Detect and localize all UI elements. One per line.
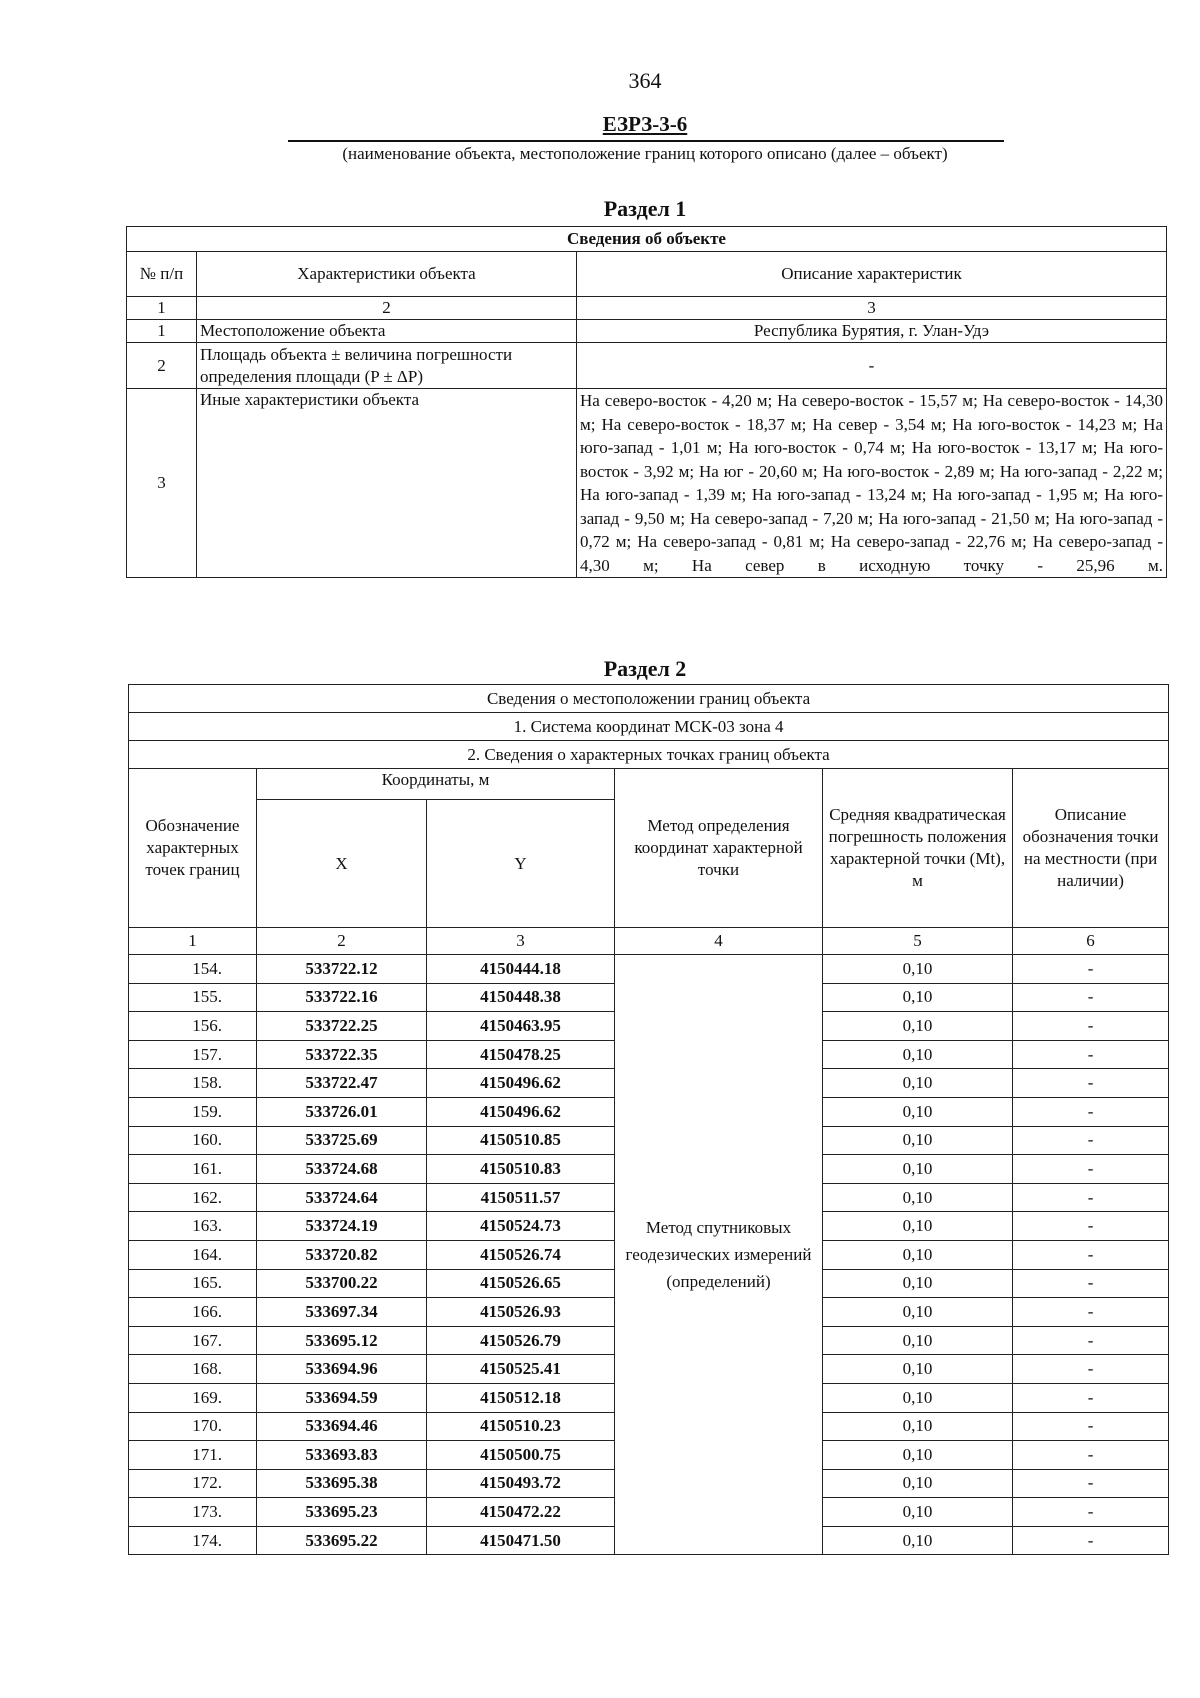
object-info-table [126,226,1167,578]
point-description: - [1013,1326,1169,1355]
point-y: 4150511.57 [427,1183,615,1212]
info-line: 1. Система координат МСК-03 зона 4 [129,713,1169,741]
point-description: - [1013,1040,1169,1069]
object-info-table-title: Сведения об объекте [127,227,1167,252]
point-description: - [1013,955,1169,984]
header-coords: Координаты, м [257,769,615,800]
point-error: 0,10 [823,1240,1013,1269]
header-point: Обозначение характерных точек границ [129,769,257,928]
point-error: 0,10 [823,955,1013,984]
point-id: 166. [129,1298,257,1327]
point-x: 533695.23 [257,1498,427,1527]
header-description: Описание характеристик [577,252,1167,297]
point-error: 0,10 [823,1383,1013,1412]
point-x: 533722.25 [257,1012,427,1041]
col-number: 2 [257,928,427,955]
col-number: 1 [127,297,197,320]
point-description: - [1013,1012,1169,1041]
point-x: 533724.64 [257,1183,427,1212]
point-y: 4150478.25 [427,1040,615,1069]
point-y: 4150510.23 [427,1412,615,1441]
point-x: 533694.46 [257,1412,427,1441]
point-description: - [1013,983,1169,1012]
points-body [129,955,1169,1555]
point-x: 533724.68 [257,1155,427,1184]
characteristic-value: Республика Бурятия, г. Улан-Удэ [577,320,1167,343]
point-x: 533697.34 [257,1298,427,1327]
point-description: - [1013,1126,1169,1155]
point-error: 0,10 [823,1097,1013,1126]
col-number: 1 [129,928,257,955]
point-y: 4150471.50 [427,1526,615,1555]
point-description: - [1013,1498,1169,1527]
point-x: 533693.83 [257,1441,427,1470]
point-description: - [1013,1355,1169,1384]
point-error: 0,10 [823,1212,1013,1241]
point-error: 0,10 [823,1069,1013,1098]
header-y: Y [427,800,615,928]
point-id: 168. [129,1355,257,1384]
page-number: 364 [628,68,662,93]
point-id: 172. [129,1469,257,1498]
point-description: - [1013,1298,1169,1327]
point-x: 533694.59 [257,1383,427,1412]
point-description: - [1013,1412,1169,1441]
point-y: 4150448.38 [427,983,615,1012]
point-description: - [1013,1526,1169,1555]
characteristic-name: Иные характеристики объекта [197,389,577,578]
section1-title: Раздел 1 [603,196,687,221]
row-number: 3 [127,389,197,578]
point-x: 533722.12 [257,955,427,984]
boundary-points-table [128,684,1169,1555]
point-id: 161. [129,1155,257,1184]
point-error: 0,10 [823,983,1013,1012]
point-x: 533694.96 [257,1355,427,1384]
point-id: 173. [129,1498,257,1527]
characteristic-name: Площадь объекта ± величина погрешности определения площади (P ± ΔP) [197,343,577,389]
row-number: 2 [127,343,197,389]
point-error: 0,10 [823,1441,1013,1470]
point-x: 533726.01 [257,1097,427,1126]
point-error: 0,10 [823,1526,1013,1555]
point-id: 171. [129,1441,257,1470]
point-id: 158. [129,1069,257,1098]
point-y: 4150526.74 [427,1240,615,1269]
point-error: 0,10 [823,1183,1013,1212]
col-number: 6 [1013,928,1169,955]
point-y: 4150496.62 [427,1097,615,1126]
point-error: 0,10 [823,1412,1013,1441]
header-method: Метод определения координат характерной точки [615,769,823,928]
point-id: 154. [129,955,257,984]
point-id: 156. [129,1012,257,1041]
characteristic-name: Местоположение объекта [197,320,577,343]
point-error: 0,10 [823,1155,1013,1184]
point-id: 169. [129,1383,257,1412]
point-y: 4150463.95 [427,1012,615,1041]
object-caption: (наименование объекта, местоположение границ которого описано (далее – объект) [342,144,948,163]
point-error: 0,10 [823,1126,1013,1155]
point-x: 533720.82 [257,1240,427,1269]
point-description: - [1013,1383,1169,1412]
point-y: 4150526.65 [427,1269,615,1298]
header-index: № п/п [127,252,197,297]
point-description: - [1013,1240,1169,1269]
header-description: Описание обозначения точки на местности (при наличии) [1013,769,1169,928]
point-y: 4150510.85 [427,1126,615,1155]
point-error: 0,10 [823,1469,1013,1498]
col-number: 4 [615,928,823,955]
point-id: 167. [129,1326,257,1355]
point-x: 533724.19 [257,1212,427,1241]
characteristic-value: На северо-восток - 4,20 м; На северо-восток - 15,57 м; На северо-восток - 14,30 м; На северо-восток - 18,37 м; На север - 3,54 м; На юго-восток - 14,23 м; На юго-запад - 1,01 м; На юго-восток - 0,74 м; На юго-восток - 13,17 м; На юго-восток - 3,92 м; На юг - 20,60 м; На юго-восток - 2,89 м; На юго-запад - 2,22 м; На юго-запад - 1,39 м; На юго-запад - 13,24 м; На юго-запад - 1,95 м; На юго-запад - 9,50 м; На северо-запад - 7,20 м; На юго-запад - 21,50 м; На юго-запад - 0,72 м; На северо-запад - 0,81 м; На северо-запад - 22,76 м; На северо-запад - 4,30 м; На север в исходную точку - 25,96 м. [577,389,1167,578]
col-number: 2 [197,297,577,320]
object-name-rule [288,140,1004,142]
point-x: 533722.35 [257,1040,427,1069]
point-x: 533700.22 [257,1269,427,1298]
info-line: Сведения о местоположении границ объекта [129,685,1169,713]
point-y: 4150472.22 [427,1498,615,1527]
point-description: - [1013,1069,1169,1098]
point-id: 162. [129,1183,257,1212]
point-x: 533695.12 [257,1326,427,1355]
point-description: - [1013,1269,1169,1298]
point-error: 0,10 [823,1498,1013,1527]
point-error: 0,10 [823,1040,1013,1069]
point-error: 0,10 [823,1298,1013,1327]
point-y: 4150493.72 [427,1469,615,1498]
point-description: - [1013,1469,1169,1498]
point-id: 165. [129,1269,257,1298]
object-name: ЕЗРЗ-3-6 [602,112,688,136]
point-x: 533725.69 [257,1126,427,1155]
point-x: 533695.38 [257,1469,427,1498]
col-number: 3 [577,297,1167,320]
col-number: 5 [823,928,1013,955]
point-id: 163. [129,1212,257,1241]
point-id: 174. [129,1526,257,1555]
point-y: 4150526.93 [427,1298,615,1327]
col-number: 3 [427,928,615,955]
point-id: 157. [129,1040,257,1069]
point-y: 4150500.75 [427,1441,615,1470]
header-characteristic: Характеристики объекта [197,252,577,297]
point-id: 159. [129,1097,257,1126]
point-x: 533722.47 [257,1069,427,1098]
point-x: 533695.22 [257,1526,427,1555]
point-description: - [1013,1212,1169,1241]
method-value: Метод спутниковых геодезических измерений (определений) [615,955,823,1555]
point-error: 0,10 [823,1012,1013,1041]
point-y: 4150510.83 [427,1155,615,1184]
point-id: 155. [129,983,257,1012]
point-description: - [1013,1183,1169,1212]
section2-title: Раздел 2 [603,656,687,681]
point-id: 164. [129,1240,257,1269]
point-y: 4150512.18 [427,1383,615,1412]
point-y: 4150444.18 [427,955,615,984]
characteristic-value: - [577,343,1167,389]
point-error: 0,10 [823,1269,1013,1298]
point-id: 170. [129,1412,257,1441]
point-description: - [1013,1441,1169,1470]
info-line: 2. Сведения о характерных точках границ объекта [129,741,1169,769]
point-error: 0,10 [823,1355,1013,1384]
point-y: 4150496.62 [427,1069,615,1098]
point-y: 4150526.79 [427,1326,615,1355]
point-id: 160. [129,1126,257,1155]
header-error: Средняя квадратическая погрешность положения характерной точки (Mt), м [823,769,1013,928]
point-y: 4150525.41 [427,1355,615,1384]
header-x: X [257,800,427,928]
point-y: 4150524.73 [427,1212,615,1241]
table-row [129,955,1169,984]
point-x: 533722.16 [257,983,427,1012]
point-error: 0,10 [823,1326,1013,1355]
row-number: 1 [127,320,197,343]
point-description: - [1013,1097,1169,1126]
point-description: - [1013,1155,1169,1184]
